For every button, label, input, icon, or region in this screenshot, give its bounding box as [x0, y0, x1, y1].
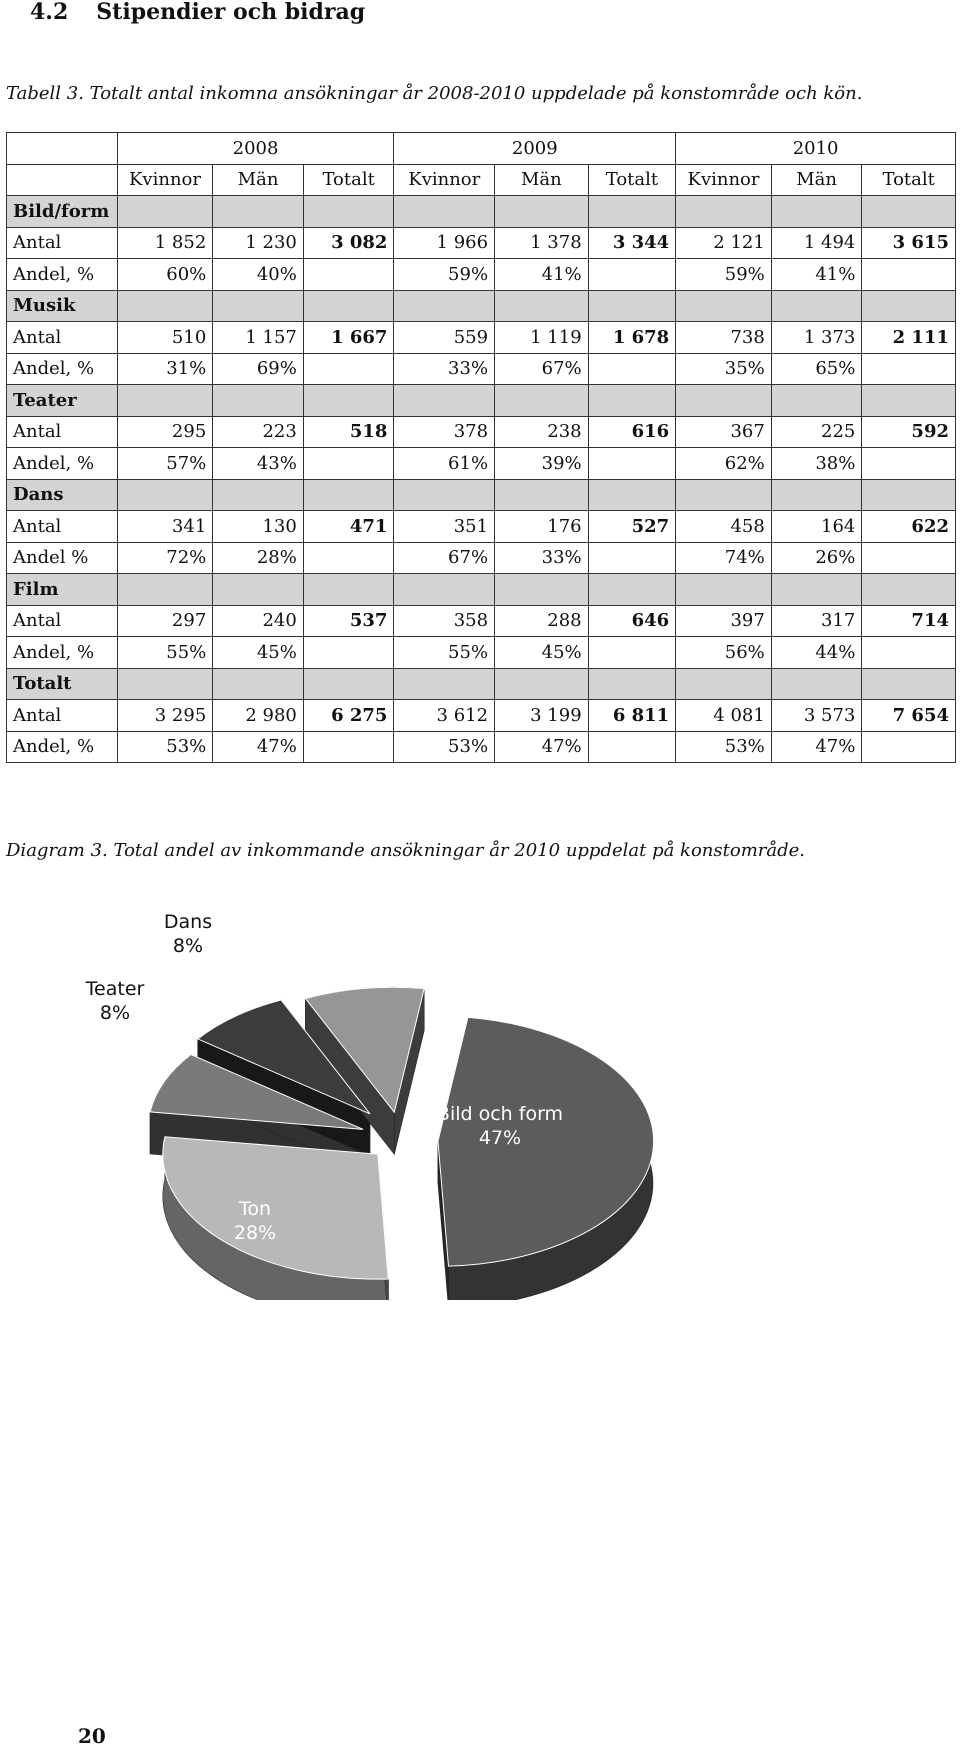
category-empty-cell — [588, 290, 676, 322]
category-empty-cell — [394, 385, 495, 417]
andel-value-cell — [303, 542, 394, 574]
category-empty-cell — [862, 385, 956, 417]
pie-name-label: Dans — [163, 911, 213, 933]
section-title: Stipendier och bidrag — [96, 0, 366, 25]
antal-value-cell: 317 — [771, 605, 862, 637]
row-label: Antal — [7, 700, 118, 732]
year-header-cell: 2010 — [676, 133, 956, 165]
andel-value-cell: 41% — [495, 259, 589, 291]
category-empty-cell — [117, 196, 213, 228]
antal-value-cell: 225 — [771, 416, 862, 448]
category-row — [7, 290, 956, 322]
andel-value-cell: 72% — [117, 542, 213, 574]
category-empty-cell — [117, 574, 213, 606]
andel-value-cell — [303, 353, 394, 385]
antal-value-cell: 1 378 — [495, 227, 589, 259]
andel-value-cell: 45% — [213, 637, 304, 669]
category-row — [7, 479, 956, 511]
andel-value-cell: 65% — [771, 353, 862, 385]
andel-value-cell: 45% — [495, 637, 589, 669]
category-empty-cell — [303, 574, 394, 606]
section-number: 4.2 — [30, 0, 69, 25]
subheader-cell: Totalt — [862, 164, 956, 196]
antal-row — [7, 511, 956, 543]
year-header-cell: 2009 — [394, 133, 676, 165]
subheader-cell: Totalt — [588, 164, 676, 196]
antal-value-cell: 559 — [394, 322, 495, 354]
subheader-cell: Kvinnor — [394, 164, 495, 196]
category-empty-cell — [213, 196, 304, 228]
antal-value-cell: 1 373 — [771, 322, 862, 354]
antal-value-cell: 6 811 — [588, 700, 676, 732]
antal-value-cell: 130 — [213, 511, 304, 543]
antal-value-cell: 6 275 — [303, 700, 394, 732]
antal-value-cell: 714 — [862, 605, 956, 637]
category-empty-cell — [771, 196, 862, 228]
antal-value-cell: 458 — [676, 511, 772, 543]
category-empty-cell — [117, 479, 213, 511]
andel-value-cell — [862, 637, 956, 669]
antal-value-cell: 3 344 — [588, 227, 676, 259]
antal-value-cell: 738 — [676, 322, 772, 354]
category-empty-cell — [676, 290, 772, 322]
category-empty-cell — [213, 290, 304, 322]
andel-value-cell — [862, 731, 956, 763]
antal-value-cell: 240 — [213, 605, 304, 637]
antal-value-cell: 527 — [588, 511, 676, 543]
category-empty-cell — [495, 574, 589, 606]
andel-row — [7, 542, 956, 574]
category-empty-cell — [303, 479, 394, 511]
category-empty-cell — [117, 290, 213, 322]
antal-value-cell: 622 — [862, 511, 956, 543]
antal-value-cell: 7 654 — [862, 700, 956, 732]
andel-value-cell: 31% — [117, 353, 213, 385]
antal-value-cell: 223 — [213, 416, 304, 448]
pie-name-label: Film — [322, 933, 362, 955]
subheader-cell: Kvinnor — [117, 164, 213, 196]
andel-value-cell: 47% — [495, 731, 589, 763]
antal-value-cell: 3 199 — [495, 700, 589, 732]
antal-value-cell: 341 — [117, 511, 213, 543]
antal-value-cell: 3 082 — [303, 227, 394, 259]
pie-value-label: 8% — [99, 1002, 131, 1024]
category-empty-cell — [588, 479, 676, 511]
pie-value-label: 47% — [478, 1127, 522, 1149]
antal-value-cell: 510 — [117, 322, 213, 354]
row-label: Andel, % — [7, 353, 118, 385]
antal-value-cell: 397 — [676, 605, 772, 637]
page-number: 20 — [78, 1724, 106, 1748]
andel-value-cell — [588, 448, 676, 480]
antal-value-cell: 2 121 — [676, 227, 772, 259]
andel-value-cell: 47% — [213, 731, 304, 763]
antal-value-cell: 1 667 — [303, 322, 394, 354]
antal-value-cell: 537 — [303, 605, 394, 637]
andel-row — [7, 353, 956, 385]
andel-value-cell — [588, 637, 676, 669]
category-empty-cell — [213, 479, 304, 511]
andel-value-cell — [303, 637, 394, 669]
andel-value-cell: 59% — [676, 259, 772, 291]
antal-value-cell: 176 — [495, 511, 589, 543]
antal-value-cell: 2 980 — [213, 700, 304, 732]
andel-value-cell — [862, 542, 956, 574]
category-name: Film — [7, 574, 118, 606]
andel-value-cell: 35% — [676, 353, 772, 385]
category-name: Musik — [7, 290, 118, 322]
andel-value-cell: 47% — [771, 731, 862, 763]
andel-value-cell: 61% — [394, 448, 495, 480]
andel-value-cell: 53% — [676, 731, 772, 763]
pie-value-label: 8% — [172, 935, 204, 957]
category-empty-cell — [862, 290, 956, 322]
pie-chart — [80, 900, 720, 1300]
category-empty-cell — [213, 385, 304, 417]
andel-value-cell: 59% — [394, 259, 495, 291]
pie-name-label: Bild och form — [436, 1103, 564, 1125]
andel-value-cell: 33% — [495, 542, 589, 574]
antal-value-cell: 646 — [588, 605, 676, 637]
category-empty-cell — [303, 196, 394, 228]
category-empty-cell — [588, 574, 676, 606]
antal-value-cell: 238 — [495, 416, 589, 448]
subheader-cell: Män — [213, 164, 304, 196]
antal-value-cell: 2 111 — [862, 322, 956, 354]
category-empty-cell — [394, 290, 495, 322]
header-empty-cell — [7, 133, 118, 165]
pie-name-label: Ton — [238, 1198, 272, 1220]
andel-value-cell — [588, 731, 676, 763]
chart-caption: Diagram 3. Total andel av inkommande ansökningar år 2010 uppdelat på konstområde. — [6, 840, 805, 861]
andel-value-cell: 53% — [394, 731, 495, 763]
antal-value-cell: 3 295 — [117, 700, 213, 732]
category-empty-cell — [213, 668, 304, 700]
category-empty-cell — [771, 574, 862, 606]
andel-value-cell: 53% — [117, 731, 213, 763]
category-empty-cell — [303, 668, 394, 700]
antal-value-cell: 3 615 — [862, 227, 956, 259]
category-row — [7, 385, 956, 417]
antal-row — [7, 416, 956, 448]
andel-value-cell: 33% — [394, 353, 495, 385]
andel-value-cell: 62% — [676, 448, 772, 480]
andel-value-cell — [862, 259, 956, 291]
andel-value-cell — [588, 259, 676, 291]
antal-value-cell: 164 — [771, 511, 862, 543]
category-empty-cell — [862, 479, 956, 511]
andel-value-cell: 44% — [771, 637, 862, 669]
subheader-cell: Kvinnor — [676, 164, 772, 196]
antal-value-cell: 1 230 — [213, 227, 304, 259]
category-row — [7, 196, 956, 228]
category-row — [7, 668, 956, 700]
andel-value-cell: 39% — [495, 448, 589, 480]
category-empty-cell — [588, 385, 676, 417]
andel-value-cell: 74% — [676, 542, 772, 574]
category-empty-cell — [495, 385, 589, 417]
andel-value-cell: 41% — [771, 259, 862, 291]
antal-value-cell: 3 573 — [771, 700, 862, 732]
andel-value-cell: 67% — [495, 353, 589, 385]
category-empty-cell — [495, 668, 589, 700]
andel-value-cell — [303, 731, 394, 763]
antal-value-cell: 616 — [588, 416, 676, 448]
category-empty-cell — [303, 290, 394, 322]
category-empty-cell — [676, 479, 772, 511]
row-label: Antal — [7, 605, 118, 637]
antal-value-cell: 1 494 — [771, 227, 862, 259]
table-subheader-row — [7, 164, 956, 196]
andel-value-cell — [862, 448, 956, 480]
andel-value-cell: 55% — [394, 637, 495, 669]
category-name: Teater — [7, 385, 118, 417]
andel-value-cell — [303, 448, 394, 480]
andel-value-cell: 57% — [117, 448, 213, 480]
antal-value-cell: 1 157 — [213, 322, 304, 354]
category-name: Bild/form — [7, 196, 118, 228]
antal-row — [7, 700, 956, 732]
andel-row — [7, 259, 956, 291]
andel-value-cell: 67% — [394, 542, 495, 574]
subheader-cell: Män — [771, 164, 862, 196]
category-empty-cell — [771, 385, 862, 417]
row-label: Antal — [7, 511, 118, 543]
antal-value-cell: 378 — [394, 416, 495, 448]
antal-value-cell: 471 — [303, 511, 394, 543]
category-empty-cell — [588, 196, 676, 228]
andel-value-cell: 40% — [213, 259, 304, 291]
category-empty-cell — [862, 196, 956, 228]
category-empty-cell — [495, 196, 589, 228]
category-empty-cell — [771, 668, 862, 700]
section-heading — [30, 0, 365, 24]
andel-row — [7, 637, 956, 669]
category-empty-cell — [771, 479, 862, 511]
category-name: Dans — [7, 479, 118, 511]
antal-value-cell: 297 — [117, 605, 213, 637]
antal-value-cell: 1 678 — [588, 322, 676, 354]
category-empty-cell — [394, 668, 495, 700]
subheader-cell: Totalt — [303, 164, 394, 196]
andel-value-cell — [862, 353, 956, 385]
antal-value-cell: 1 852 — [117, 227, 213, 259]
andel-value-cell: 38% — [771, 448, 862, 480]
pie-name-label: Teater — [85, 978, 145, 1000]
andel-value-cell: 69% — [213, 353, 304, 385]
row-label: Antal — [7, 227, 118, 259]
category-empty-cell — [676, 196, 772, 228]
category-empty-cell — [394, 196, 495, 228]
category-empty-cell — [303, 385, 394, 417]
andel-value-cell — [588, 542, 676, 574]
category-empty-cell — [495, 290, 589, 322]
andel-value-cell — [303, 259, 394, 291]
row-label: Andel, % — [7, 637, 118, 669]
antal-row — [7, 227, 956, 259]
row-label: Andel % — [7, 542, 118, 574]
category-empty-cell — [117, 668, 213, 700]
applications-table — [6, 132, 956, 763]
antal-value-cell: 1 119 — [495, 322, 589, 354]
category-empty-cell — [862, 574, 956, 606]
subheader-cell: Män — [495, 164, 589, 196]
antal-value-cell: 518 — [303, 416, 394, 448]
category-empty-cell — [676, 385, 772, 417]
antal-value-cell: 358 — [394, 605, 495, 637]
andel-row — [7, 731, 956, 763]
pie-value-label: 28% — [233, 1222, 277, 1244]
antal-row — [7, 605, 956, 637]
antal-value-cell: 3 612 — [394, 700, 495, 732]
category-empty-cell — [862, 668, 956, 700]
row-label: Andel, % — [7, 259, 118, 291]
table-caption: Tabell 3. Totalt antal inkomna ansökningar år 2008-2010 uppdelade på konstområde och kön. — [6, 83, 863, 104]
antal-value-cell: 4 081 — [676, 700, 772, 732]
category-empty-cell — [394, 574, 495, 606]
antal-value-cell: 351 — [394, 511, 495, 543]
andel-value-cell — [588, 353, 676, 385]
row-label: Antal — [7, 416, 118, 448]
category-empty-cell — [676, 574, 772, 606]
antal-value-cell: 367 — [676, 416, 772, 448]
antal-value-cell: 295 — [117, 416, 213, 448]
table-year-header-row — [7, 133, 956, 165]
category-empty-cell — [213, 574, 304, 606]
row-label: Andel, % — [7, 731, 118, 763]
year-header-cell: 2008 — [117, 133, 394, 165]
antal-value-cell: 1 966 — [394, 227, 495, 259]
category-empty-cell — [588, 668, 676, 700]
pie-value-label: 9% — [326, 957, 358, 979]
antal-value-cell: 592 — [862, 416, 956, 448]
antal-value-cell: 288 — [495, 605, 589, 637]
andel-value-cell: 56% — [676, 637, 772, 669]
category-empty-cell — [117, 385, 213, 417]
category-name: Totalt — [7, 668, 118, 700]
row-label: Antal — [7, 322, 118, 354]
andel-value-cell: 28% — [213, 542, 304, 574]
andel-value-cell: 43% — [213, 448, 304, 480]
andel-row — [7, 448, 956, 480]
category-empty-cell — [771, 290, 862, 322]
category-empty-cell — [394, 479, 495, 511]
andel-value-cell: 26% — [771, 542, 862, 574]
row-label: Andel, % — [7, 448, 118, 480]
antal-row — [7, 322, 956, 354]
andel-value-cell: 60% — [117, 259, 213, 291]
category-empty-cell — [676, 668, 772, 700]
category-empty-cell — [495, 479, 589, 511]
category-row — [7, 574, 956, 606]
andel-value-cell: 55% — [117, 637, 213, 669]
header-empty-cell — [7, 164, 118, 196]
